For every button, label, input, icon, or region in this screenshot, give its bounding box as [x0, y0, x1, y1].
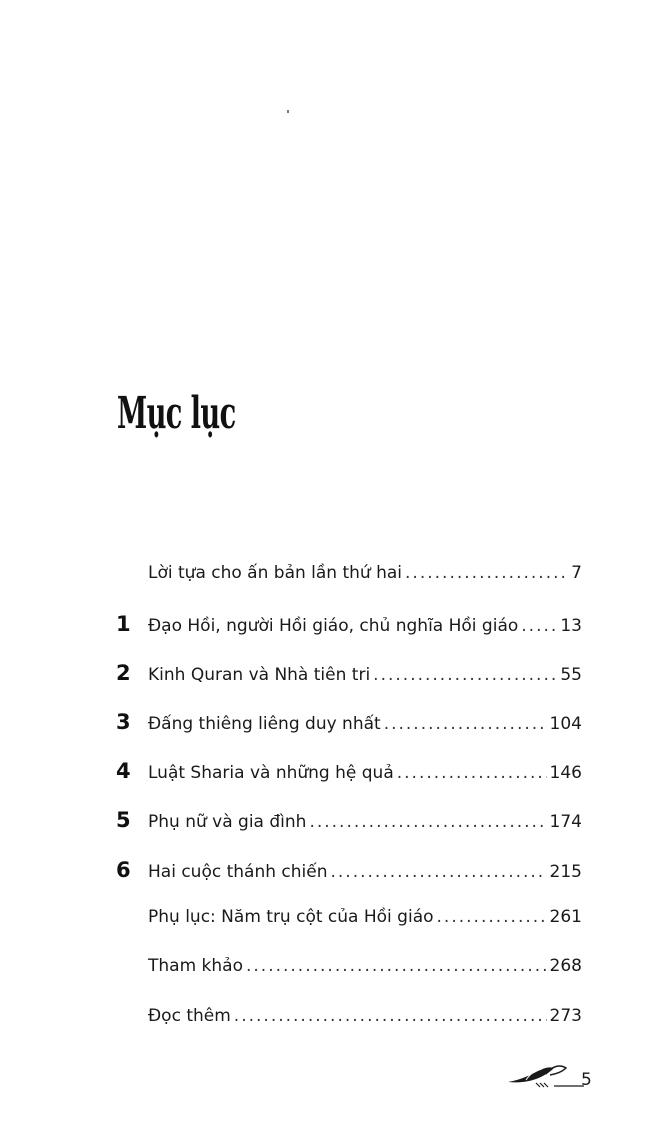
entry-title: Lời tựa cho ấn bản lần thứ hai: [148, 563, 403, 583]
entry-title: Hai cuộc thánh chiến: [148, 862, 328, 882]
print-speck: [287, 110, 289, 113]
page-number: 174: [549, 812, 582, 832]
page-folio: [506, 1060, 596, 1096]
toc-entry[interactable]: [116, 661, 582, 691]
page-number: 273: [549, 1006, 582, 1026]
entry-title: Phụ lục: Năm trụ cột của Hồi giáo: [148, 907, 434, 927]
folio-page-number: 5: [581, 1070, 592, 1090]
dot-leader: [437, 907, 547, 927]
page-number: 7: [571, 563, 582, 583]
dot-leader: [405, 563, 568, 583]
chapter-number: 4: [116, 759, 131, 783]
toc-entry[interactable]: [116, 858, 582, 888]
dot-leader: [331, 862, 547, 882]
entry-title: Tham khảo: [148, 956, 243, 976]
chapter-number: 1: [116, 612, 131, 636]
dot-leader: [373, 665, 557, 685]
page-number: 261: [549, 907, 582, 927]
dot-leader: [521, 616, 557, 636]
page-number: 215: [549, 862, 582, 882]
toc-entry[interactable]: [116, 710, 582, 740]
entry-title: Phụ nữ và gia đình: [148, 812, 307, 832]
quill-ornament-icon: [506, 1060, 584, 1090]
toc-entry[interactable]: [116, 612, 582, 642]
chapter-number: 6: [116, 858, 131, 882]
chapter-number: 5: [116, 808, 131, 832]
page-title: Mục lục: [117, 388, 236, 439]
toc-entry[interactable]: [116, 808, 582, 838]
toc-entry[interactable]: [116, 1006, 582, 1036]
dot-leader: [234, 1006, 547, 1026]
entry-title: Đấng thiêng liêng duy nhất: [148, 714, 381, 734]
entry-title: Luật Sharia và những hệ quả: [148, 763, 394, 783]
page-number: 13: [560, 616, 582, 636]
dot-leader: [397, 763, 547, 783]
dot-leader: [309, 812, 546, 832]
entry-title: Đọc thêm: [148, 1006, 231, 1026]
page-number: 104: [549, 714, 582, 734]
page-number: 268: [549, 956, 582, 976]
dot-leader: [384, 714, 547, 734]
chapter-number: 3: [116, 710, 131, 734]
toc-entry[interactable]: [116, 907, 582, 937]
dot-leader: [246, 956, 547, 976]
entry-title: Đạo Hồi, người Hồi giáo, chủ nghĩa Hồi giáo: [148, 616, 519, 636]
toc-entry[interactable]: [116, 563, 582, 593]
chapter-number: 2: [116, 661, 131, 685]
toc-entry[interactable]: [116, 956, 582, 986]
toc-entry[interactable]: [116, 759, 582, 789]
page-number: 146: [549, 763, 582, 783]
entry-title: Kinh Quran và Nhà tiên tri: [148, 665, 371, 685]
page-number: 55: [560, 665, 582, 685]
